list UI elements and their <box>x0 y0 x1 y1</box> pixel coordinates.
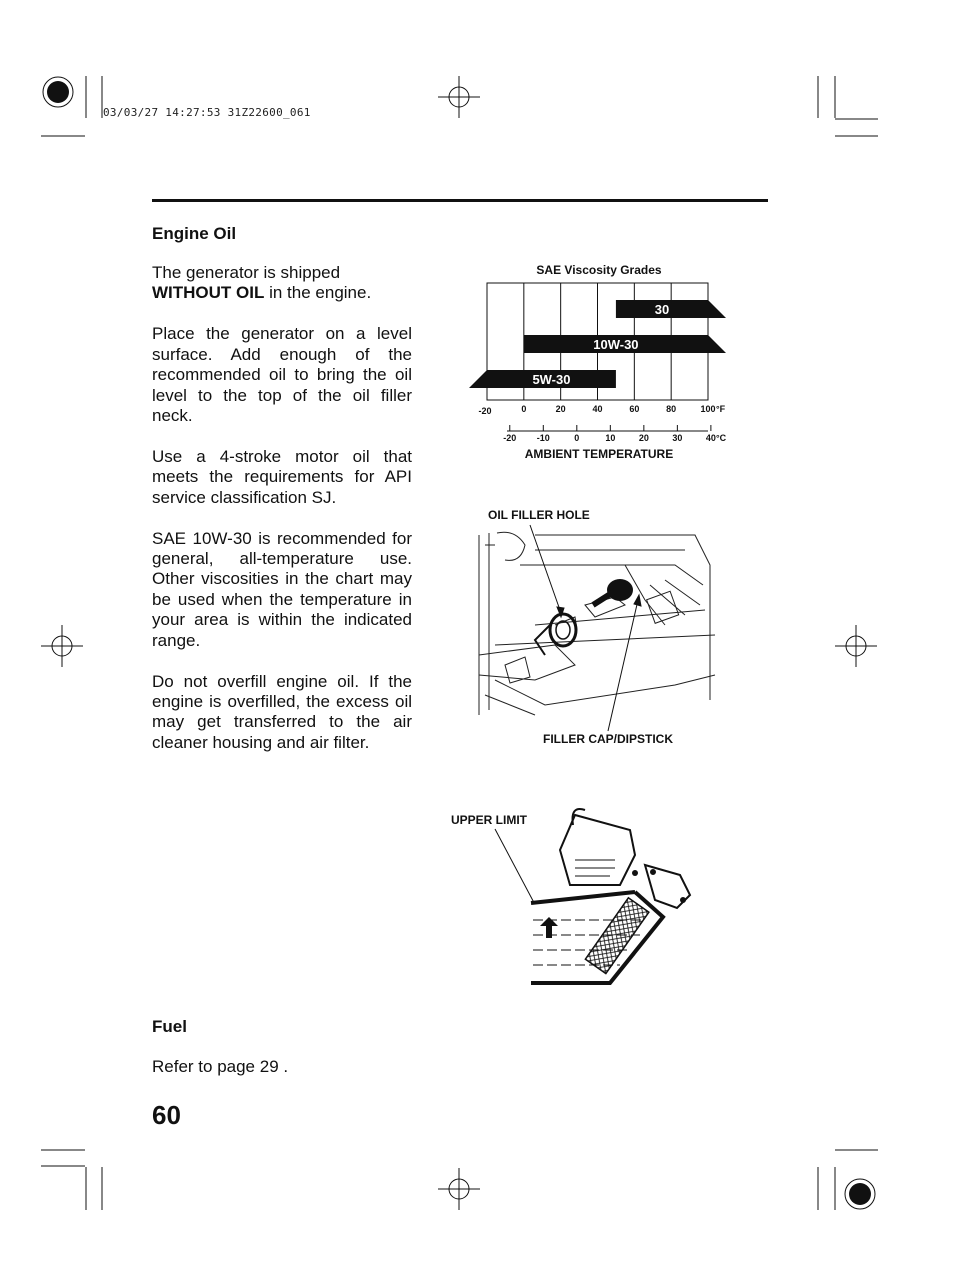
oil-filler-neck <box>535 614 576 655</box>
viscosity-bar-label: 10W-30 <box>593 337 639 352</box>
oil-pitcher <box>560 809 635 885</box>
print-timestamp: 03/03/27 14:27:53 31Z22600_061 <box>103 106 311 119</box>
viscosity-bar-label: 30 <box>654 302 670 317</box>
viscosity-chart <box>440 255 760 465</box>
c-tick-label: 30 <box>672 433 683 443</box>
filler-cap-dipstick <box>593 579 633 605</box>
engine-oil-heading: Engine Oil <box>152 224 237 243</box>
paragraph-sae: SAE 10W-30 is recommended for general, all-temperature use. Other viscosities in the chart may be used when the temperature in your area is within the indicated range. <box>152 528 412 650</box>
f-tick-label: 100 <box>700 404 716 414</box>
viscosity-bar-label: 5W-30 <box>532 372 571 387</box>
f-tick-label: 0 <box>521 404 527 414</box>
paragraph-shipped: The generator is shipped WITHOUT OIL in the engine. <box>152 263 372 303</box>
chart-f-ticks <box>478 404 715 416</box>
c-tick-label: 0 <box>574 433 580 443</box>
f-tick-label: 80 <box>666 404 677 414</box>
crankcase <box>531 892 663 983</box>
starburst-target-top <box>43 77 73 107</box>
without-oil-emphasis: WITHOUT OIL <box>152 283 265 303</box>
starburst-target-bottom <box>845 1179 875 1209</box>
c-unit-label: °C <box>716 433 727 443</box>
f-tick-label: -20 <box>478 406 492 416</box>
oil-filler-figure <box>475 505 725 755</box>
viscosity-bar-30 <box>616 300 726 318</box>
oil-drop <box>632 870 638 876</box>
engine-oil-body <box>152 263 412 774</box>
f-tick-label: 60 <box>629 404 640 414</box>
dipstick-cap <box>645 865 690 908</box>
f-tick-label: 40 <box>592 404 603 414</box>
c-tick-label: 20 <box>638 433 649 443</box>
c-tick-label: -20 <box>503 433 517 443</box>
page-number: 60 <box>152 1100 181 1130</box>
chart-c-axis <box>503 425 716 443</box>
upper-limit-figure <box>445 800 705 995</box>
paragraph-overfill: Do not overfill engine oil. If the engine is overfilled, the excess oil may get transferred to the air cleaner housing and air filter. <box>152 671 412 752</box>
header-rule <box>152 199 768 202</box>
f-tick-label: 20 <box>555 404 566 414</box>
paragraph-place: Place the generator on a level surface. Add enough of the recommended oil to bring the oil level to the top of the oil filler neck. <box>152 324 412 425</box>
upper-limit-label: UPPER LIMIT <box>451 813 528 827</box>
c-tick-label: -10 <box>536 433 550 443</box>
filler-cap-label: FILLER CAP/DIPSTICK <box>543 732 674 746</box>
chart-title: SAE Viscosity Grades <box>536 263 662 277</box>
chart-xlabel: AMBIENT TEMPERATURE <box>524 447 674 461</box>
engine-illustration <box>479 532 715 715</box>
f-unit-label: °F <box>716 404 726 414</box>
c-tick-label: 40 <box>705 433 716 443</box>
fuel-heading: Fuel <box>152 1017 187 1036</box>
c-tick-label: 10 <box>605 433 616 443</box>
fuel-reference-text: Refer to page 29 . <box>152 1057 289 1076</box>
paragraph-4stroke: Use a 4-stroke motor oil that meets the requirements for API service classification SJ. <box>152 446 412 507</box>
oil-filler-hole-label: OIL FILLER HOLE <box>488 508 590 522</box>
